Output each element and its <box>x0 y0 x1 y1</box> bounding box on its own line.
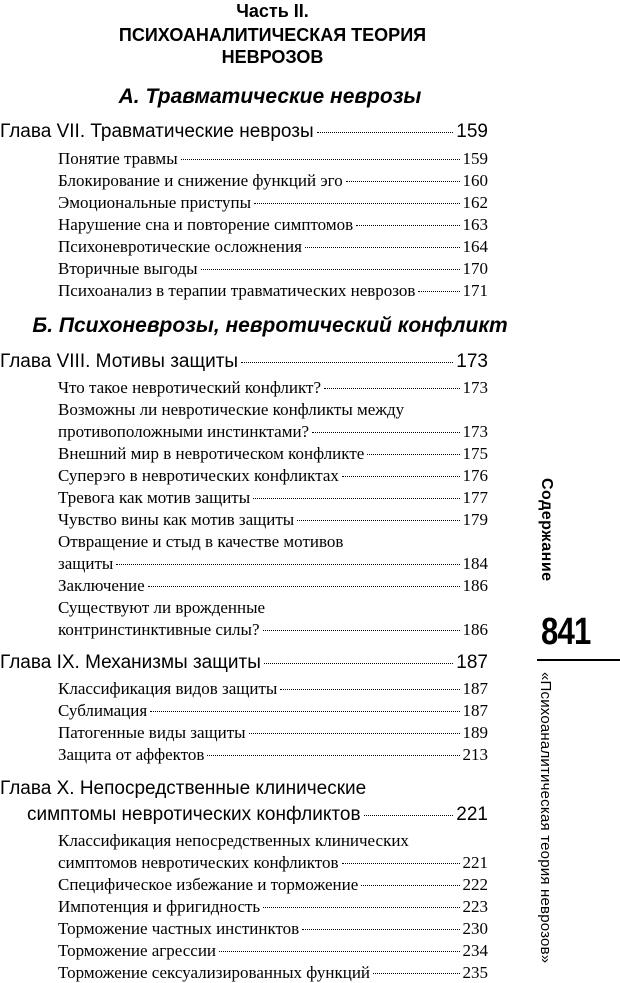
leader-dots <box>249 733 460 734</box>
entry-page: 164 <box>462 237 488 256</box>
entry-page: 186 <box>462 620 488 639</box>
entry-title: симптомов невротических конфликтов <box>58 853 339 872</box>
entry-title: Психоневротические осложнения <box>58 237 302 256</box>
entry-title: Импотенция и фригидность <box>58 897 261 916</box>
leader-dots <box>342 863 460 864</box>
entry-page: 187 <box>462 679 488 698</box>
entry-title: Психоанализ в терапии травматических неврозов <box>58 281 416 300</box>
leader-dots <box>116 564 459 565</box>
toc-entry[interactable] <box>58 896 488 917</box>
entry-page: 179 <box>462 510 488 529</box>
leader-dots <box>280 689 459 690</box>
leader-dots <box>356 225 459 226</box>
entry-page: 159 <box>462 149 488 168</box>
divider <box>537 659 620 661</box>
chapter-page: 187 <box>456 652 488 673</box>
entry-title: контринстинктивные силы? <box>58 620 260 639</box>
toc-entry[interactable] <box>58 918 488 939</box>
entry-title: Что такое невротический конфликт? <box>58 378 322 397</box>
entry-page: 187 <box>462 701 488 720</box>
toc-entry[interactable] <box>58 421 488 442</box>
entry-page: 230 <box>462 919 488 938</box>
entry-title: Возможны ли невротические конфликты между <box>58 400 405 419</box>
entry-page: 175 <box>462 444 488 463</box>
toc-entry[interactable] <box>58 465 488 486</box>
toc-entry-line1[interactable] <box>58 399 488 420</box>
toc-entry[interactable] <box>58 962 488 983</box>
leader-dots <box>312 432 459 433</box>
toc-entry[interactable] <box>58 192 488 213</box>
leader-dots <box>361 885 459 886</box>
entry-title: Отвращение и стыд в качестве мотивов <box>58 532 344 551</box>
toc-entry[interactable] <box>58 678 488 699</box>
entry-title: Тревога как мотив защиты <box>58 488 251 507</box>
entry-page: 162 <box>462 193 488 212</box>
entry-page: 173 <box>462 378 488 397</box>
entry-title: Существуют ли врожденные <box>58 598 266 617</box>
entry-title: Блокирование и снижение функций эго <box>58 171 343 190</box>
entry-title: противоположными инстинктами? <box>58 422 310 441</box>
entry-page: 234 <box>462 941 488 960</box>
entry-page: 189 <box>462 723 488 742</box>
leader-dots <box>254 203 460 204</box>
toc-entry[interactable] <box>58 509 488 530</box>
entry-page: 173 <box>462 422 488 441</box>
leader-dots <box>253 498 459 499</box>
entry-page: 176 <box>462 466 488 485</box>
entry-page: 170 <box>462 259 488 278</box>
entry-page: 235 <box>462 963 488 982</box>
chapter-row[interactable] <box>0 121 488 143</box>
toc-entry[interactable] <box>58 258 488 279</box>
leader-dots <box>418 291 459 292</box>
entry-page: 160 <box>462 171 488 190</box>
entry-title: Торможение частных инстинктов <box>58 919 300 938</box>
leader-dots <box>302 929 459 930</box>
leader-dots <box>263 907 459 908</box>
section-heading-a: А. Травматические неврозы <box>118 85 422 108</box>
chapter-title: Глава IX. Механизмы защиты <box>0 652 261 673</box>
toc-entry[interactable] <box>58 214 488 235</box>
chapter-page: 221 <box>456 804 488 825</box>
entry-title: Нарушение сна и повторение симптомов <box>58 215 354 234</box>
page-number: 841 <box>541 611 591 653</box>
entry-title: Торможение агрессии <box>58 941 217 960</box>
leader-dots <box>148 586 460 587</box>
toc-entry[interactable] <box>58 148 488 169</box>
chapter-page: 159 <box>456 121 488 142</box>
leader-dots <box>324 388 459 389</box>
toc-entry-line1[interactable] <box>58 531 488 552</box>
chapter-row[interactable] <box>0 652 488 674</box>
leader-dots <box>373 973 459 974</box>
leader-dots <box>264 663 453 664</box>
leader-dots <box>207 755 459 756</box>
leader-dots <box>181 159 460 160</box>
toc-entry[interactable] <box>58 236 488 257</box>
toc-entry[interactable] <box>58 280 488 301</box>
entry-page: 171 <box>462 281 488 300</box>
toc-entry[interactable] <box>58 874 488 895</box>
entry-title: Внешний мир в невротическом конфликте <box>58 444 365 463</box>
running-section-label: Содержание <box>538 478 555 582</box>
leader-dots <box>201 269 460 270</box>
running-book-title: «Психоаналитическая теория неврозов» <box>537 672 554 964</box>
leader-dots <box>219 951 459 952</box>
toc-entry[interactable] <box>58 443 488 464</box>
entry-title: Заключение <box>58 576 145 595</box>
chapter-row[interactable] <box>0 351 488 373</box>
leader-dots <box>241 362 453 363</box>
toc-entry[interactable] <box>58 553 488 574</box>
toc-entry[interactable] <box>58 852 488 873</box>
toc-entry[interactable] <box>58 722 488 743</box>
leader-dots <box>364 815 454 816</box>
entry-page: 177 <box>462 488 488 507</box>
entry-title: Сублимация <box>58 701 148 720</box>
toc-entry-line1[interactable] <box>58 597 488 618</box>
toc-entry[interactable] <box>58 619 488 640</box>
leader-dots <box>342 476 460 477</box>
leader-dots <box>305 247 460 248</box>
leader-dots <box>263 630 460 631</box>
toc-entry[interactable] <box>58 940 488 961</box>
entry-title: Суперэго в невротических конфликтах <box>58 466 339 485</box>
leader-dots <box>346 181 460 182</box>
leader-dots <box>150 711 459 712</box>
part-title-line1: ПСИХОАНАЛИТИЧЕСКАЯ ТЕОРИЯ <box>118 25 427 45</box>
entry-title: Защита от аффектов <box>58 745 205 764</box>
entry-page: 186 <box>462 576 488 595</box>
entry-page: 184 <box>462 554 488 573</box>
entry-title: Патогенные виды защиты <box>58 723 246 742</box>
chapter-title: Глава VIII. Мотивы защиты <box>0 351 239 372</box>
leader-dots <box>367 454 459 455</box>
entry-title: Чувство вины как мотив защиты <box>58 510 295 529</box>
leader-dots <box>297 520 459 521</box>
toc-entry[interactable] <box>58 700 488 721</box>
entry-page: 221 <box>462 853 488 872</box>
section-heading-b: Б. Психоневрозы, невротический конфликт <box>32 314 508 337</box>
chapter-title: симптомы невротических конфликтов <box>27 804 361 825</box>
toc-entry[interactable] <box>58 744 488 765</box>
chapter-row-line1[interactable] <box>0 778 488 800</box>
entry-title: Классификация видов защиты <box>58 679 278 698</box>
toc-entry[interactable] <box>58 377 488 398</box>
chapter-title: Глава VII. Травматические неврозы <box>0 121 314 142</box>
entry-page: 222 <box>462 875 488 894</box>
entry-page: 163 <box>462 215 488 234</box>
entry-title: Вторичные выгоды <box>58 259 198 278</box>
entry-title: Классификация непосредственных клинических <box>58 831 409 850</box>
chapter-row[interactable] <box>27 804 488 826</box>
leader-dots <box>317 132 454 133</box>
part-number: Часть II. <box>236 1 309 21</box>
entry-title: защиты <box>58 554 114 573</box>
toc-entry[interactable] <box>58 487 488 508</box>
toc-entry[interactable] <box>58 575 488 596</box>
toc-entry-line1[interactable] <box>58 830 488 851</box>
chapter-title: Глава X. Непосредственные клинические <box>0 778 367 799</box>
part-title-line2: НЕВРОЗОВ <box>221 47 324 67</box>
entry-page: 223 <box>462 897 488 916</box>
entry-page: 213 <box>462 745 488 764</box>
toc-entry[interactable] <box>58 170 488 191</box>
entry-title: Специфическое избежание и торможение <box>58 875 359 894</box>
entry-title: Понятие травмы <box>58 149 178 168</box>
entry-title: Эмоциональные приступы <box>58 193 251 212</box>
entry-title: Торможение сексуализированных функций <box>58 963 371 982</box>
chapter-page: 173 <box>456 351 488 372</box>
